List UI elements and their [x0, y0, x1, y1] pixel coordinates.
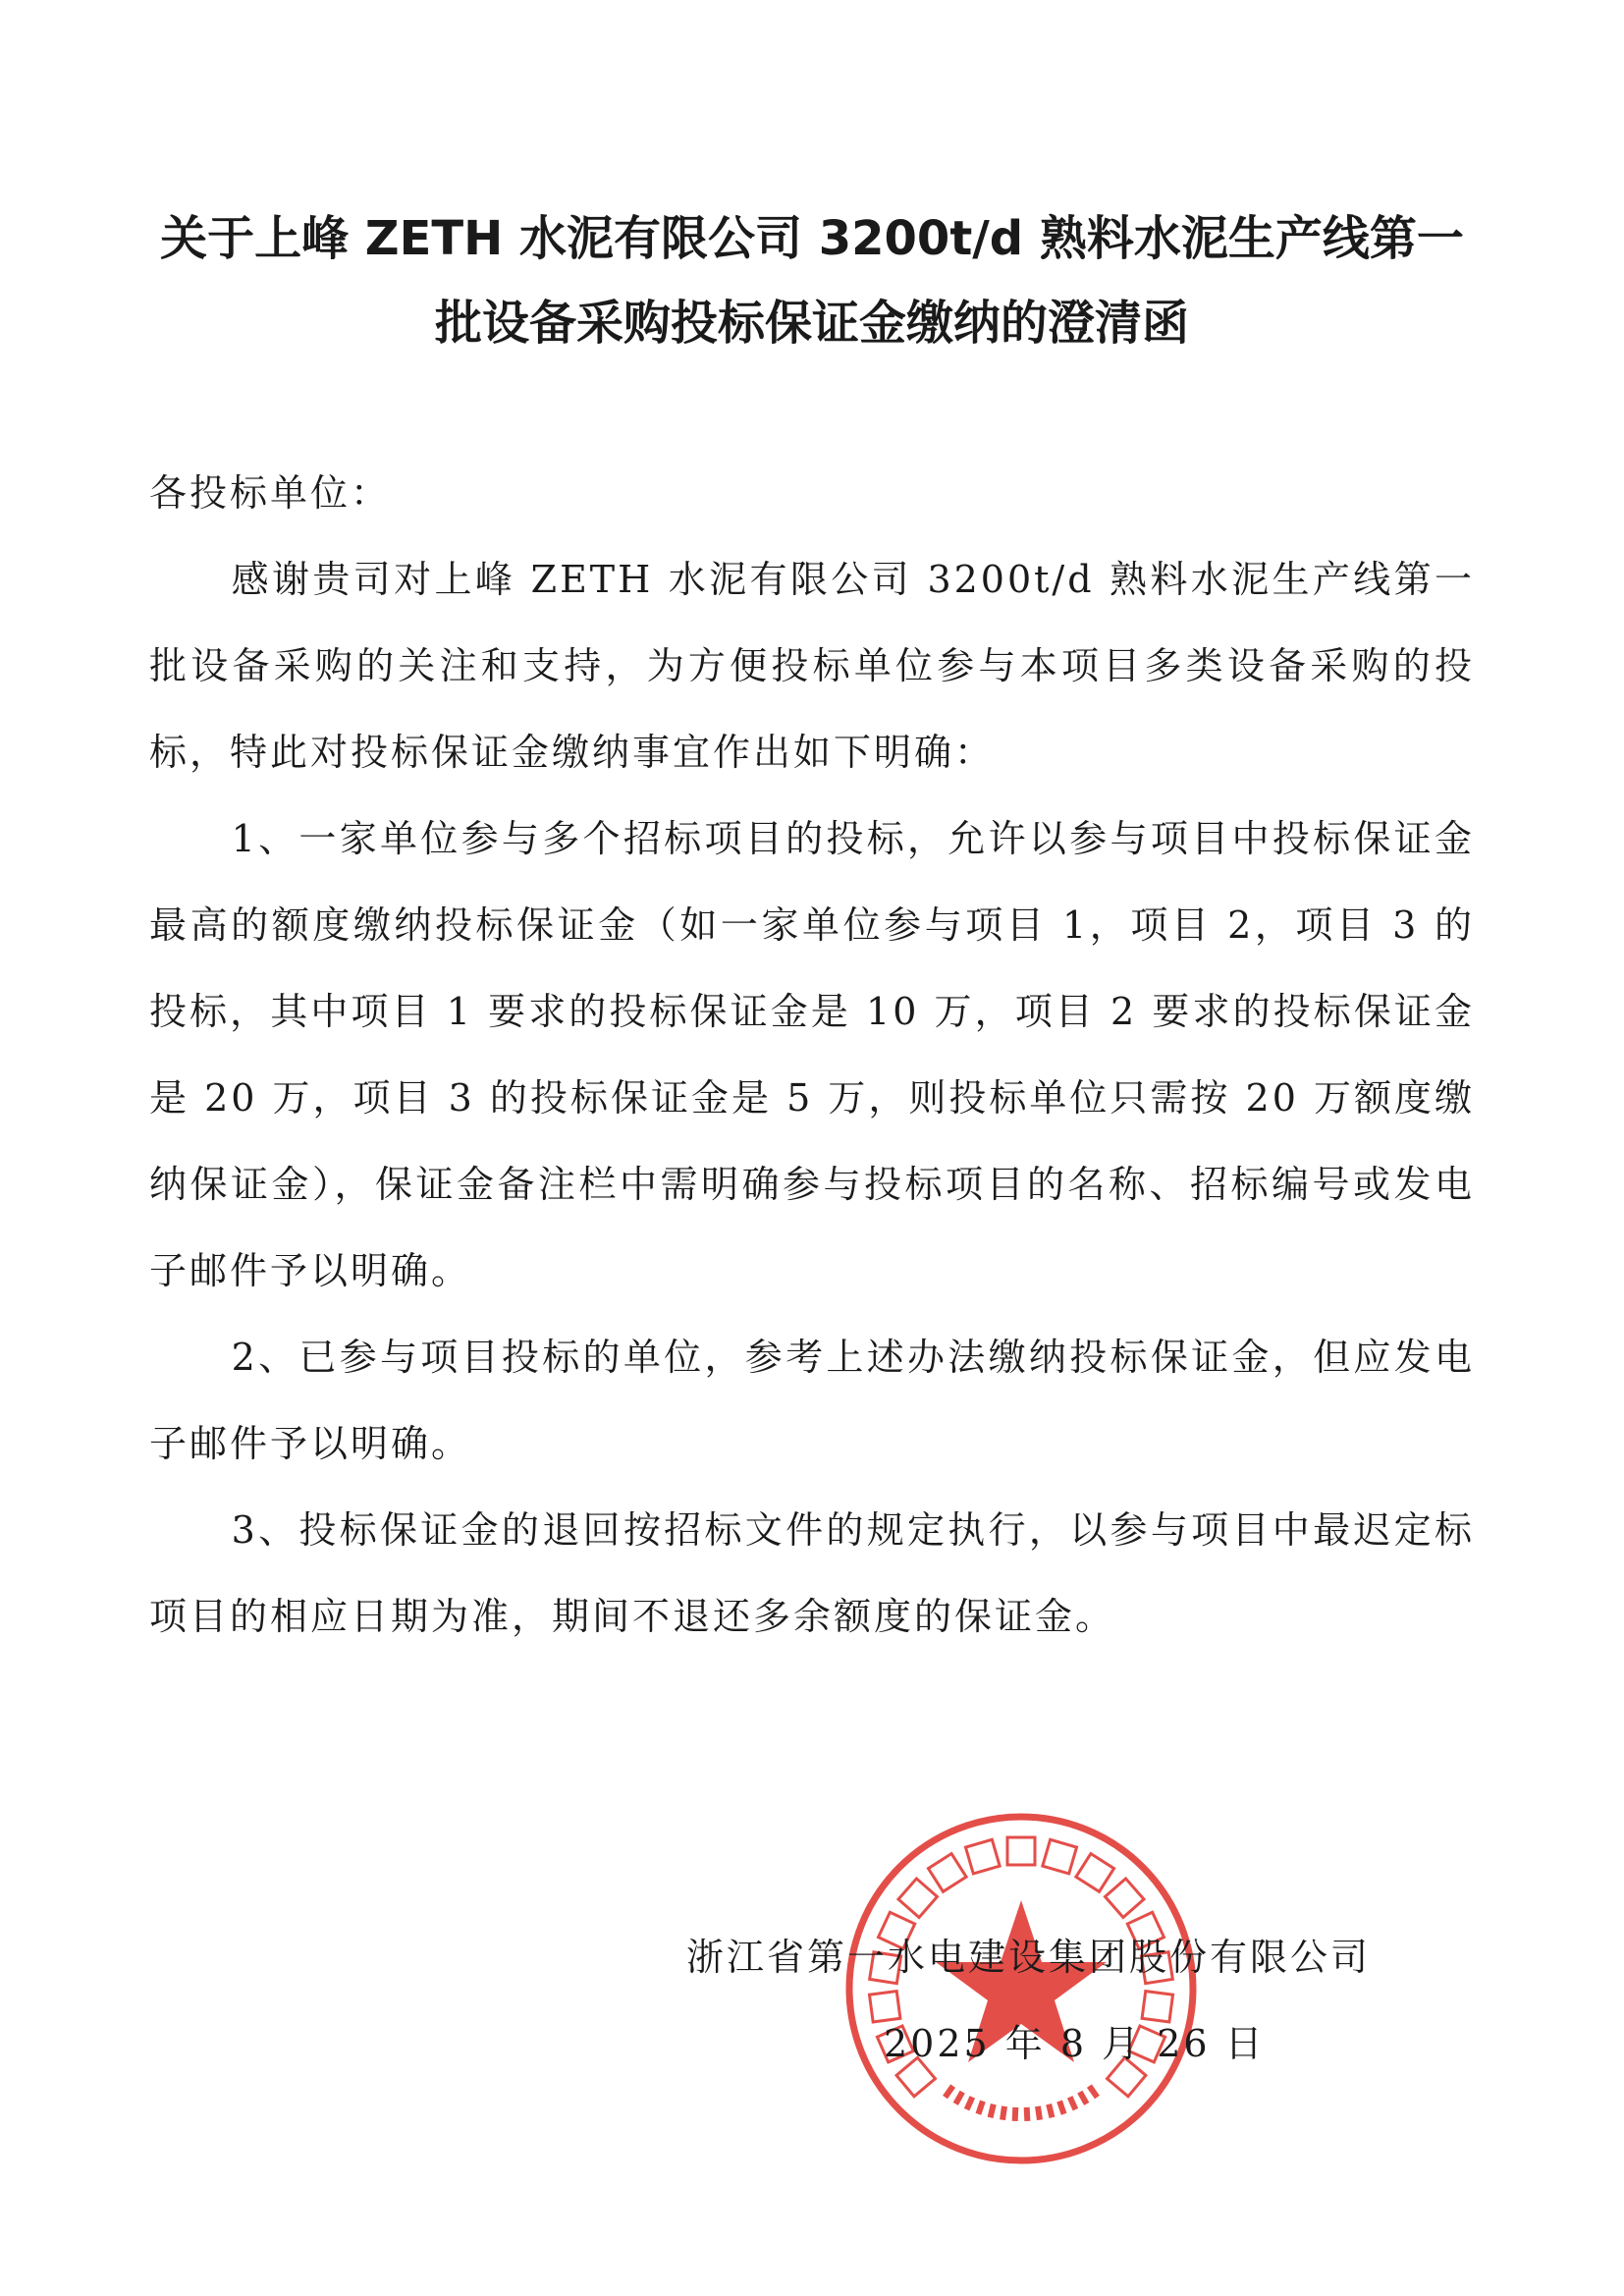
title-line-2: 批设备采购投标保证金缴纳的澄清函 [434, 296, 1189, 351]
seal-glyph-mark [928, 1854, 966, 1892]
seal-glyph-mark [965, 1839, 1000, 1874]
seal-code-mark [943, 2084, 955, 2099]
seal-code-mark [1012, 2107, 1019, 2121]
seal-code-mark [1056, 2101, 1066, 2115]
paragraph-item-3: 3、投标保证金的退回按招标文件的规定执行，以参与项目中最迟定标项目的相应日期为准，期间不退还多余额度的保证金。 [149, 1508, 1475, 1638]
seal-code-mark [988, 2104, 997, 2118]
paragraph-item-1: 1、一家单位参与多个招标项目的投标，允许以参与项目中投标保证金最高的额度缴纳投标保证金（如一家单位参与项目 1，项目 2，项目 3 的投标，其中项目 1 要求的投标保证金是 10 万，项目 2 要求的投标保证金是 20 万，项目 3 的投标保证金是 5 万，则投标单位只需按 20 万额度缴纳保证金），保证金备注栏中需明确参与投标项目的名称、招标编号或发电子邮件予以明确。 [149, 817, 1475, 1292]
company-seal [839, 1807, 1203, 2170]
document-title [137, 196, 1487, 365]
paragraph-intro: 感谢贵司对上峰 ZETH 水泥有限公司 3200t/d 熟料水泥生产线第一批设备采购的关注和支持，为方便投标单位参与本项目多类设备采购的投标，特此对投标保证金缴纳事宜作出如下明确： [149, 558, 1475, 774]
signature-company: 浙江省第一水电建设集团股份有限公司 [686, 1936, 1372, 1979]
seal-code-mark [1077, 2091, 1089, 2105]
seal-code-mark [1000, 2105, 1007, 2120]
seal-glyph-mark [898, 1879, 938, 1918]
seal-glyph-mark [1007, 1837, 1035, 1865]
seal-code-mark [953, 2091, 965, 2105]
paragraph-item-2: 2、已参与项目投标的单位，参考上述办法缴纳投标保证金，但应发电子邮件予以明确。 [149, 1336, 1475, 1465]
seal-code-mark [1046, 2104, 1055, 2118]
seal-code-mark [1024, 2107, 1031, 2121]
seal-glyph-mark [1076, 1854, 1114, 1892]
seal-code-mark [976, 2101, 986, 2115]
document-body [149, 450, 1475, 1660]
seal-glyph-mark [1043, 1839, 1077, 1874]
seal-code-mark [964, 2096, 975, 2110]
seal-code-mark [1035, 2105, 1043, 2120]
seal-code-mark [1087, 2084, 1100, 2099]
seal-code-mark [1067, 2096, 1078, 2110]
seal-glyph-mark [1106, 1879, 1145, 1918]
signature-date: 2025 年 8 月 26 日 [884, 2022, 1266, 2065]
greeting: 各投标单位： [149, 471, 392, 515]
title-line-1: 关于上峰 ZETH 水泥有限公司 3200t/d 熟料水泥生产线第一 [160, 211, 1464, 266]
